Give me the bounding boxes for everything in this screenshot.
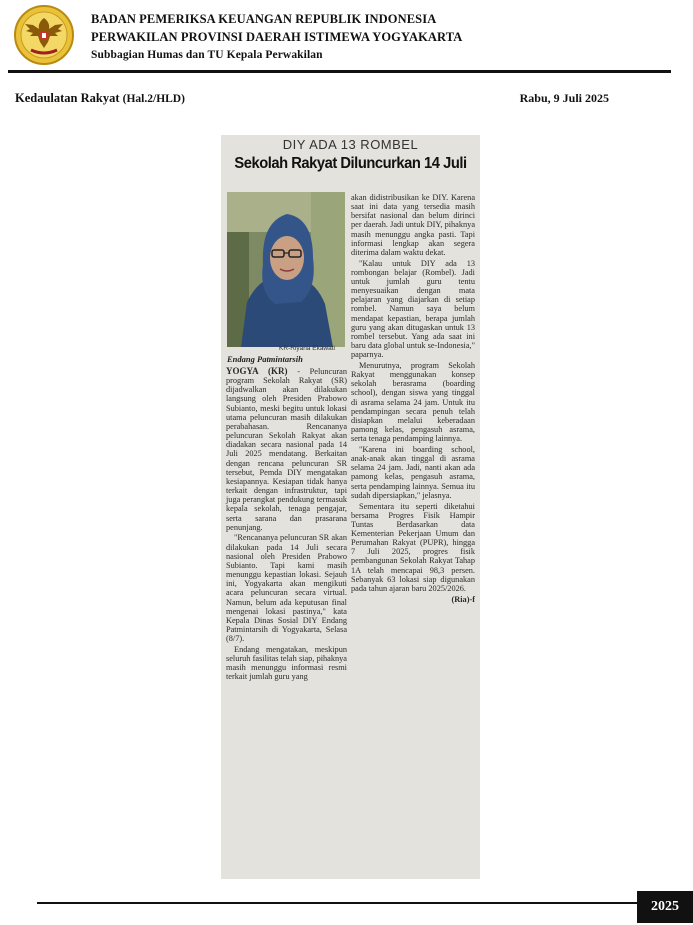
article-paragraph: YOGYA (KR) - Peluncuran program Sekolah Rakyat (SR) dijadwalkan akan dilakukan langsung oleh Presiden Prabowo Subianto, meski begitu untuk lokasi utama peluncuran masih dilakukan perabahasan. Rencananya peluncuran Sekolah Rakyat akan diadakan secara nasional pada 14 Juli 2025 mendatang. Berkaitan dengan rencana peluncuran SR tersebut, Pemda DIY mengatakan kesiapannya. Kesiapan tidak hanya terkait dengan infrastruktur, tapi juga perangkat pendukung termasuk kepala sekolah, tenaga pengajar, serta sarana dan prasarana penunjang. [226,366,347,532]
article-paragraph: "Rencananya peluncuran SR akan dilakukan pada 14 Juli secara nasional oleh Presiden Prabowo Subianto. Tapi kami masih menunggu kepastian lokasi. Sejauh ini, Yogyakarta akan mengikuti acara peluncuran secara virtual. Namun, belum ada keputusan final mengenai lokasi pastinya," kata Kepala Dinas Sosial DIY Endang Patmintarsih di Yogyakarta, Selasa (8/7). [226,533,347,644]
office-name: PERWAKILAN PROVINSI DAERAH ISTIMEWA YOGYAKARTA [91,30,463,44]
newspaper-clipping [221,135,480,879]
article-paragraph: "Karena ini boarding school, anak-anak akan tinggal di asrama selama 24 jam. Jadi, nanti akan ada pamong kelas, pengasuh asrama, serta pendamping lainnya. Semua itu sudah dipersiapkan," jelasnya. [351,445,475,500]
dateline: YOGYA (KR) [226,366,288,376]
photo-credit: KR-Riyana Ekawati [279,345,335,352]
author-signoff: (Ria)-f [451,594,475,604]
footer-divider [37,902,637,904]
page-reference: (Hal.2/HLD) [122,93,185,105]
article-headline: Sekolah Rakyat Diluncurkan 14 Juli [234,155,467,172]
newspaper-name: Kedaulatan Rakyat [15,91,120,105]
publication-date: Rabu, 9 Juli 2025 [519,91,609,105]
institution-name: BADAN PEMERIKSA KEUANGAN REPUBLIK INDONESIA [91,12,437,26]
source-line [15,91,185,106]
article-column-left [226,367,347,683]
header-divider [8,70,671,73]
article-column-right [351,193,475,604]
article-paragraph: Menurutnya, program Sekolah Rakyat menggunakan konsep sekolah berasrama (boarding school), dengan siswa yang tinggal di asrama selama 24 jam. Untuk itu pendampingan secara penuh telah disiapkan melalui keberadaan pamong kelas, pengasuh asrama, serta tenaga pendamping lainnya. [351,361,475,444]
portrait-photo [227,192,345,347]
article-paragraph: Endang mengatakan, meskipun seluruh fasilitas telah siap, pihaknya masih menunggu informasi resmi terkait jumlah guru yang [226,644,347,682]
article-paragraph: Sementara itu seperti diketahui bersama Progres Fisik Hampir Tuntas Berdasarkan data Kementerian Pekerjaan Umum dan Perumahan Rakyat (PUPR), hingga 7 Juli 2025, progres fisik pembangunan Sekolah Rakyat Tahap 1A telah mencapai 98,3 persen. Sebanyak 63 lokasi siap digunakan pada tahun ajaran baru 2025/2026. [351,501,475,593]
subdivision-name: Subbagian Humas dan TU Kepala Perwakilan [91,49,323,61]
photo-caption: Endang Patmintarsih [227,354,303,364]
year-badge: 2025 [637,891,693,923]
institution-header [91,10,462,64]
article-kicker: DIY ADA 13 ROMBEL [282,137,419,152]
article-paragraph: akan didistribusikan ke DIY. Karena saat ini data yang tersedia masih bersifat nasional dan belum dirinci per daerah. Jadi untuk DIY, pihaknya masih menunggu angka pasti. Tapi informasi lengkap akan segera diterima dalam waktu dekat. [351,193,475,257]
article-paragraph: "Kalau untuk DIY ada 13 rombongan belajar (Rombel). Jadi untuk jumlah guru tentu menyesuaikan dengan mata pelajaran yang diajarkan di setiap rombel. Namun saya belum mendapat kepastian, berapa jumlah guru yang akan ditugaskan untuk 13 rombel tersebut. Yang ada saat ini baru data global untuk se-Indonesia," paparnya. [351,258,475,360]
garuda-emblem-icon [13,4,75,66]
